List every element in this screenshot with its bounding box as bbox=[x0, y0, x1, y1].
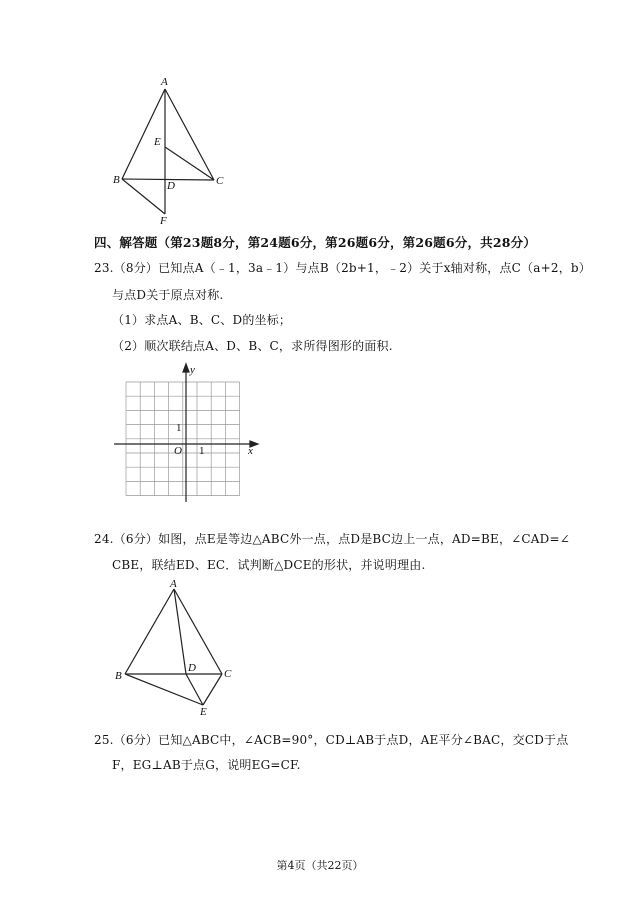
q23-line1: 23.（8分）已知点A（﹣1，3a﹣1）与点B（2b+1，﹣2）关于x轴对称，点C（a+2，b） bbox=[94, 261, 591, 275]
figure-1-triangle bbox=[0, 0, 640, 240]
fig2-label-B: B bbox=[115, 670, 122, 682]
fig1-label-F: F bbox=[160, 215, 167, 227]
figure-2-triangle bbox=[0, 570, 640, 730]
segment-DE bbox=[186, 674, 203, 705]
fig1-label-A: A bbox=[161, 76, 168, 88]
page-footer: 第4页（共22页） bbox=[276, 859, 364, 872]
fig1-label-E: E bbox=[154, 136, 161, 148]
grid-tick-y-1: 1 bbox=[176, 422, 182, 434]
fig2-label-D: D bbox=[188, 662, 196, 674]
segment-AC bbox=[174, 589, 222, 674]
q24-line2: CBE，联结ED、EC．试判断△DCE的形状，并说明理由. bbox=[112, 558, 426, 572]
fig1-label-B: B bbox=[113, 174, 120, 186]
section-header: 四、解答题（第23题8分，第24题6分，第26题6分，第26题6分，共28分） bbox=[94, 235, 537, 250]
coordinate-grid bbox=[0, 360, 640, 520]
segment-EC bbox=[165, 147, 214, 180]
q25-line2: F，EG⊥AB于点G，说明EG=CF. bbox=[112, 758, 301, 772]
fig1-label-D: D bbox=[167, 180, 175, 192]
segment-BF bbox=[122, 179, 165, 214]
segment-BE bbox=[125, 674, 203, 705]
grid-y-label: y bbox=[190, 364, 195, 376]
fig1-label-C: C bbox=[216, 175, 224, 187]
q23-line2: 与点D关于原点对称. bbox=[112, 288, 224, 302]
q24-line1: 24.（6分）如图，点E是等边△ABC外一点，点D是BC边上一点，AD=BE，∠CAD=∠ bbox=[94, 532, 570, 546]
grid-tick-x-1: 1 bbox=[199, 445, 205, 457]
segment-CE bbox=[203, 674, 222, 705]
fig2-label-A: A bbox=[170, 578, 177, 590]
segment-AB bbox=[122, 89, 165, 179]
q25-line1: 25.（6分）已知△ABC中，∠ACB=90°，CD⊥AB于点D，AE平分∠BAC，交CD于点 bbox=[94, 733, 569, 747]
q23-part1: （1）求点A、B、C、D的坐标； bbox=[112, 313, 292, 327]
q23-part2: （2）顺次联结点A、D、B、C，求所得图形的面积. bbox=[112, 339, 393, 353]
fig2-label-E: E bbox=[200, 706, 207, 718]
y-axis-arrow bbox=[183, 364, 189, 372]
fig2-label-C: C bbox=[224, 668, 232, 680]
grid-x-label: x bbox=[248, 445, 253, 457]
grid-origin-label: O bbox=[174, 445, 182, 457]
segment-AC bbox=[165, 89, 214, 180]
segment-AB bbox=[125, 589, 174, 674]
segment-AD bbox=[174, 589, 186, 674]
